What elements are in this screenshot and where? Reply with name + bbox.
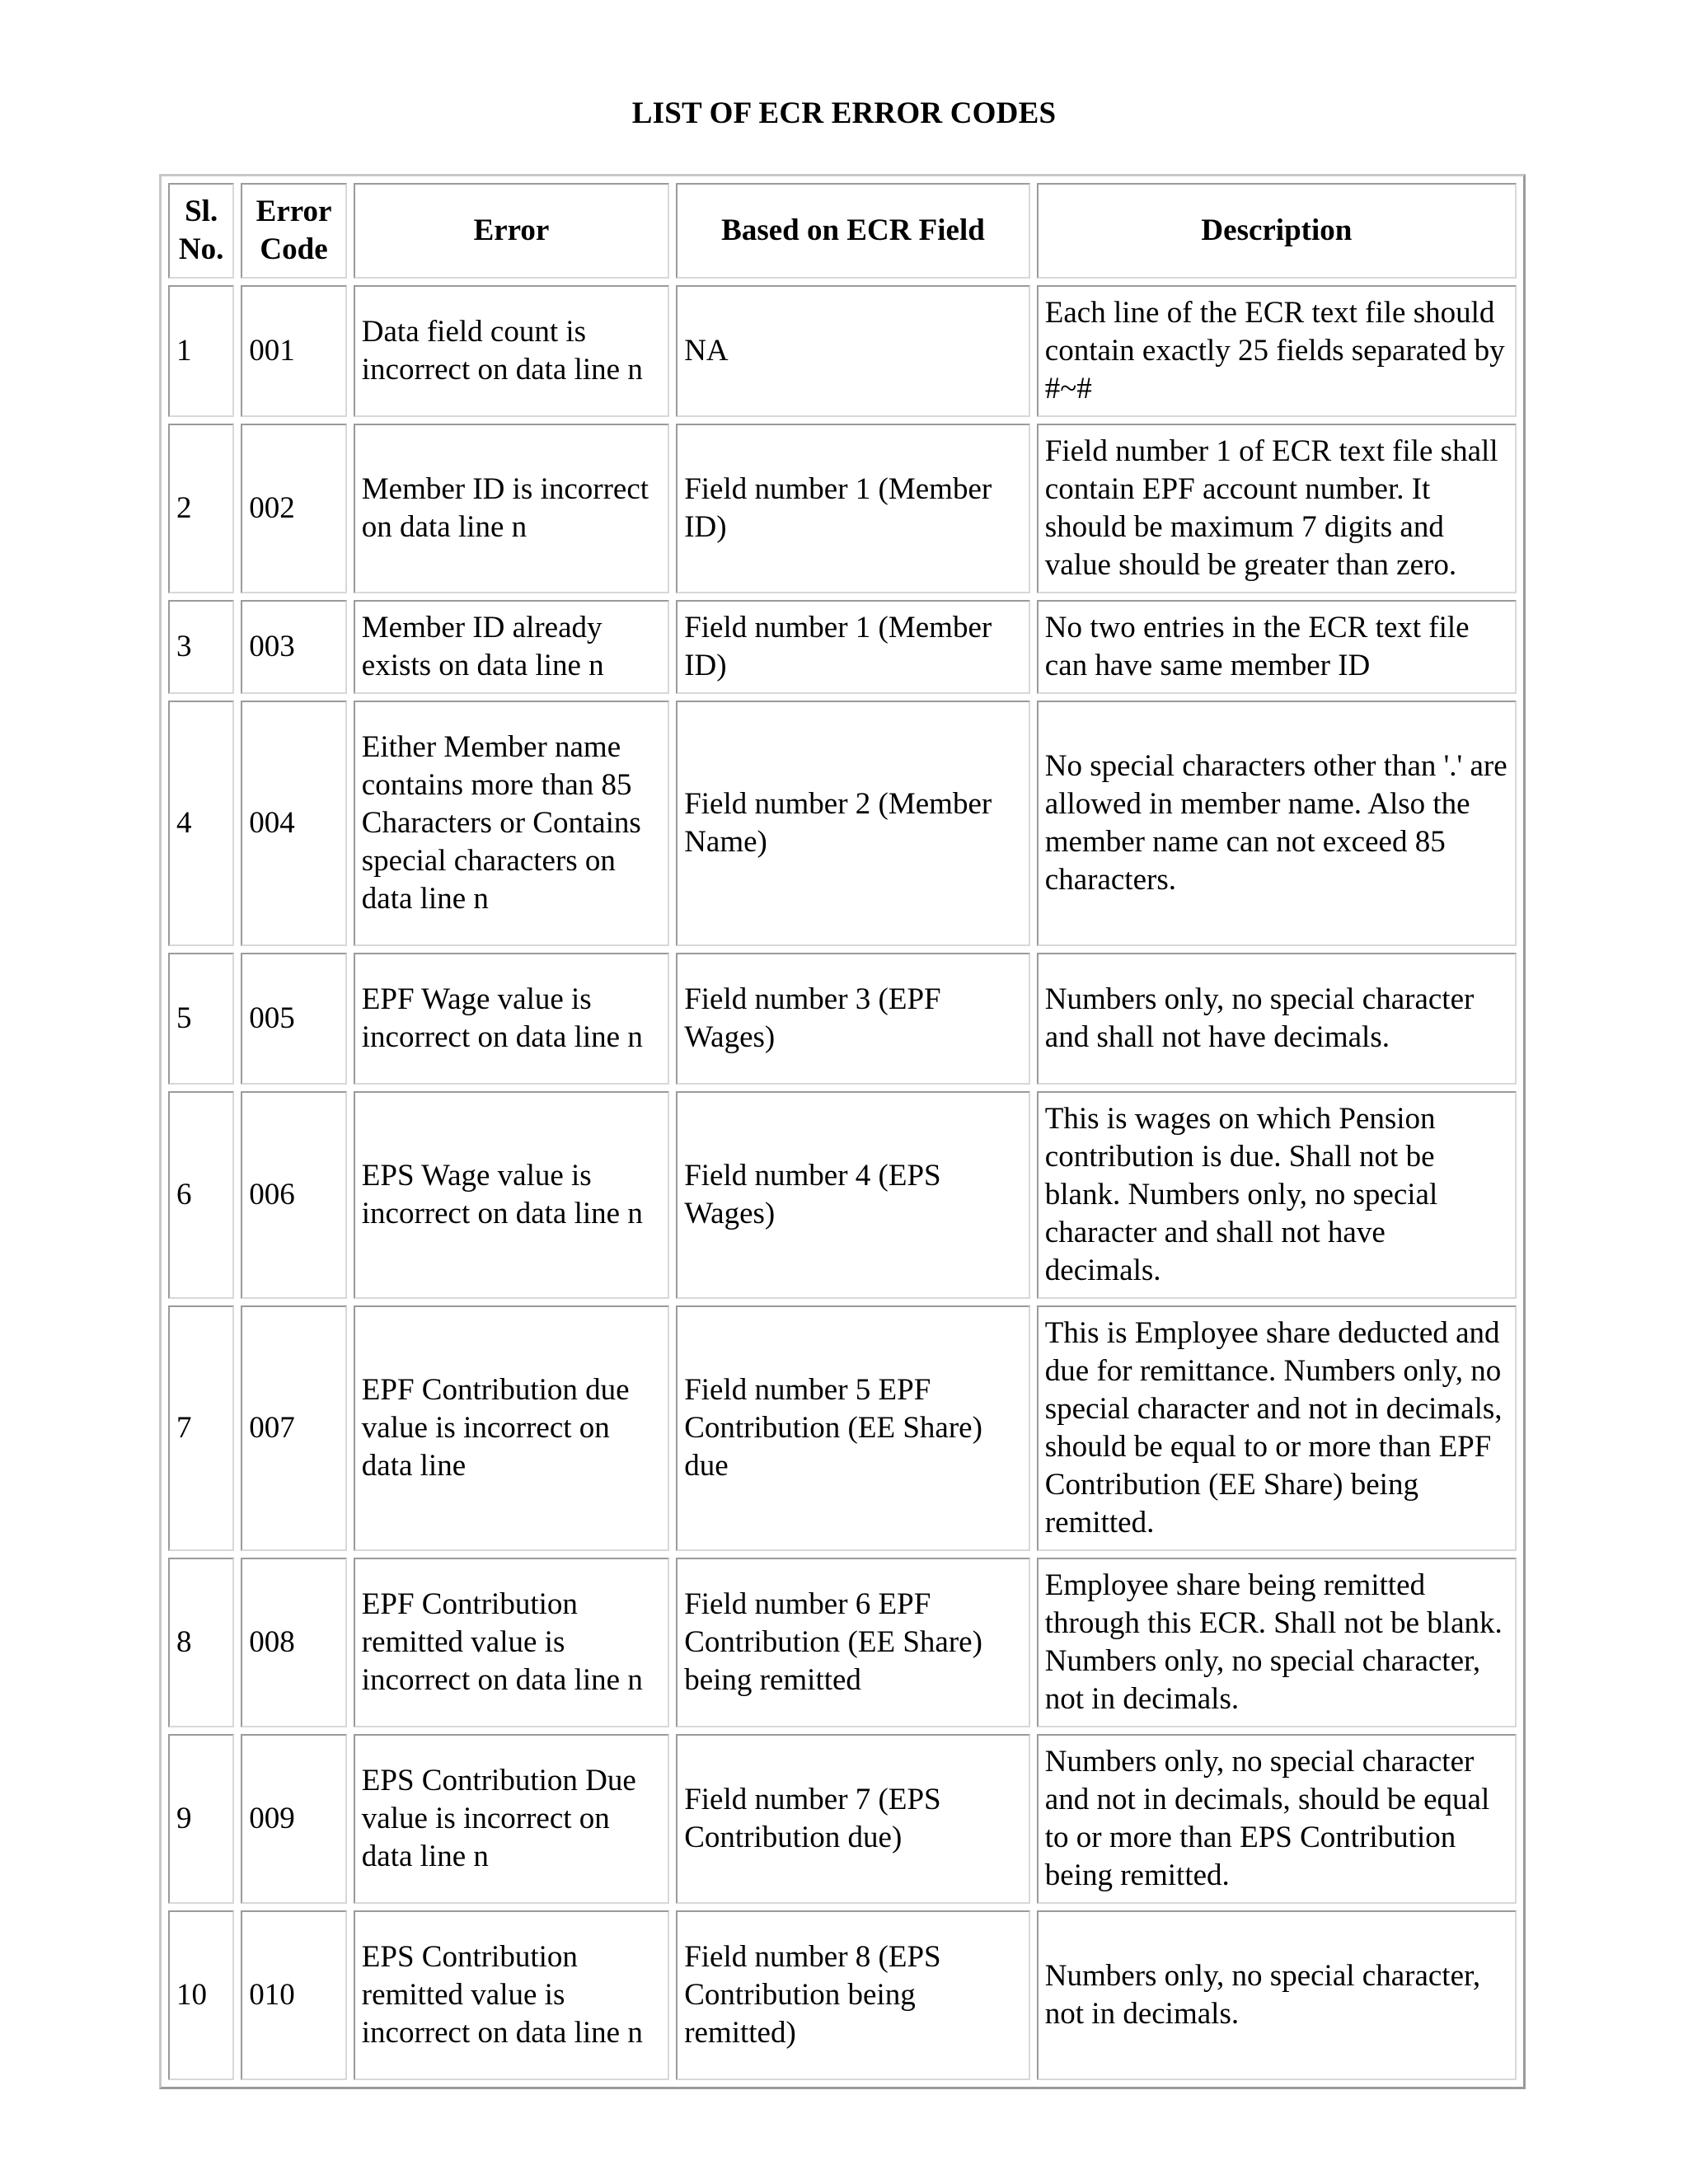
cell-error: Either Member name contains more than 85 Characters or Contains special characters on data line n [354,701,669,946]
cell-error-code: 006 [241,1091,346,1299]
cell-field: Field number 8 (EPS Contribution being remitted) [676,1910,1030,2080]
cell-field: NA [676,285,1030,417]
cell-error: EPF Wage value is incorrect on data line n [354,953,669,1085]
cell-error-code: 001 [241,285,346,417]
cell-description: This is Employee share deducted and due for remittance. Numbers only, no special character and not in decimals, should be equal to or more than EPF Contribution (EE Share) being remitted. [1037,1305,1517,1551]
cell-error: EPS Wage value is incorrect on data line n [354,1091,669,1299]
cell-field: Field number 5 EPF Contribution (EE Share) due [676,1305,1030,1551]
table-row [168,285,1517,417]
cell-sl-no: 4 [168,701,234,946]
table-row [168,1091,1517,1299]
header-description: Description [1037,183,1517,279]
cell-field: Field number 2 (Member Name) [676,701,1030,946]
table-row [168,600,1517,694]
cell-error: EPF Contribution due value is incorrect on data line [354,1305,669,1551]
cell-description: Numbers only, no special character and not in decimals, should be equal to or more than EPS Contribution being remitted. [1037,1734,1517,1904]
error-codes-table [159,174,1526,2089]
cell-field: Field number 1 (Member ID) [676,424,1030,593]
cell-field: Field number 1 (Member ID) [676,600,1030,694]
cell-error: Data field count is incorrect on data line n [354,285,669,417]
cell-error-code: 003 [241,600,346,694]
cell-description: Numbers only, no special character and shall not have decimals. [1037,953,1517,1085]
table-row [168,1558,1517,1727]
cell-description: Employee share being remitted through this ECR. Shall not be blank. Numbers only, no special character, not in decimals. [1037,1558,1517,1727]
cell-error-code: 010 [241,1910,346,2080]
error-codes-table-container [159,174,1526,2089]
cell-sl-no: 2 [168,424,234,593]
cell-sl-no: 1 [168,285,234,417]
cell-error: EPS Contribution remitted value is incorrect on data line n [354,1910,669,2080]
header-error: Error [354,183,669,279]
table-row [168,1910,1517,2080]
cell-error-code: 007 [241,1305,346,1551]
cell-sl-no: 7 [168,1305,234,1551]
page-title: LIST OF ECR ERROR CODES [631,96,1057,130]
cell-sl-no: 8 [168,1558,234,1727]
cell-error: EPF Contribution remitted value is incorrect on data line n [354,1558,669,1727]
header-error-code: Error Code [241,183,346,279]
table-row [168,1305,1517,1551]
cell-field: Field number 3 (EPF Wages) [676,953,1030,1085]
cell-description: This is wages on which Pension contribution is due. Shall not be blank. Numbers only, no special character and shall not have decimals. [1037,1091,1517,1299]
cell-description: Numbers only, no special character, not in decimals. [1037,1910,1517,2080]
cell-error-code: 004 [241,701,346,946]
header-sl-no: Sl. No. [168,183,234,279]
table-row [168,1734,1517,1904]
table-header-row [168,183,1517,279]
cell-description: Field number 1 of ECR text file shall contain EPF account number. It should be maximum 7 digits and value should be greater than zero. [1037,424,1517,593]
cell-sl-no: 9 [168,1734,234,1904]
cell-error: Member ID is incorrect on data line n [354,424,669,593]
cell-error-code: 008 [241,1558,346,1727]
table-row [168,424,1517,593]
cell-description: Each line of the ECR text file should contain exactly 25 fields separated by #~# [1037,285,1517,417]
cell-field: Field number 7 (EPS Contribution due) [676,1734,1030,1904]
cell-error-code: 002 [241,424,346,593]
cell-field: Field number 6 EPF Contribution (EE Share) being remitted [676,1558,1030,1727]
cell-sl-no: 6 [168,1091,234,1299]
cell-field: Field number 4 (EPS Wages) [676,1091,1030,1299]
table-row [168,953,1517,1085]
cell-sl-no: 10 [168,1910,234,2080]
table-row [168,701,1517,946]
cell-sl-no: 3 [168,600,234,694]
header-based-on-field: Based on ECR Field [676,183,1030,279]
cell-error-code: 009 [241,1734,346,1904]
cell-error: Member ID already exists on data line n [354,600,669,694]
cell-description: No two entries in the ECR text file can have same member ID [1037,600,1517,694]
cell-sl-no: 5 [168,953,234,1085]
cell-error: EPS Contribution Due value is incorrect on data line n [354,1734,669,1904]
cell-description: No special characters other than '.' are allowed in member name. Also the member name can not exceed 85 characters. [1037,701,1517,946]
cell-error-code: 005 [241,953,346,1085]
